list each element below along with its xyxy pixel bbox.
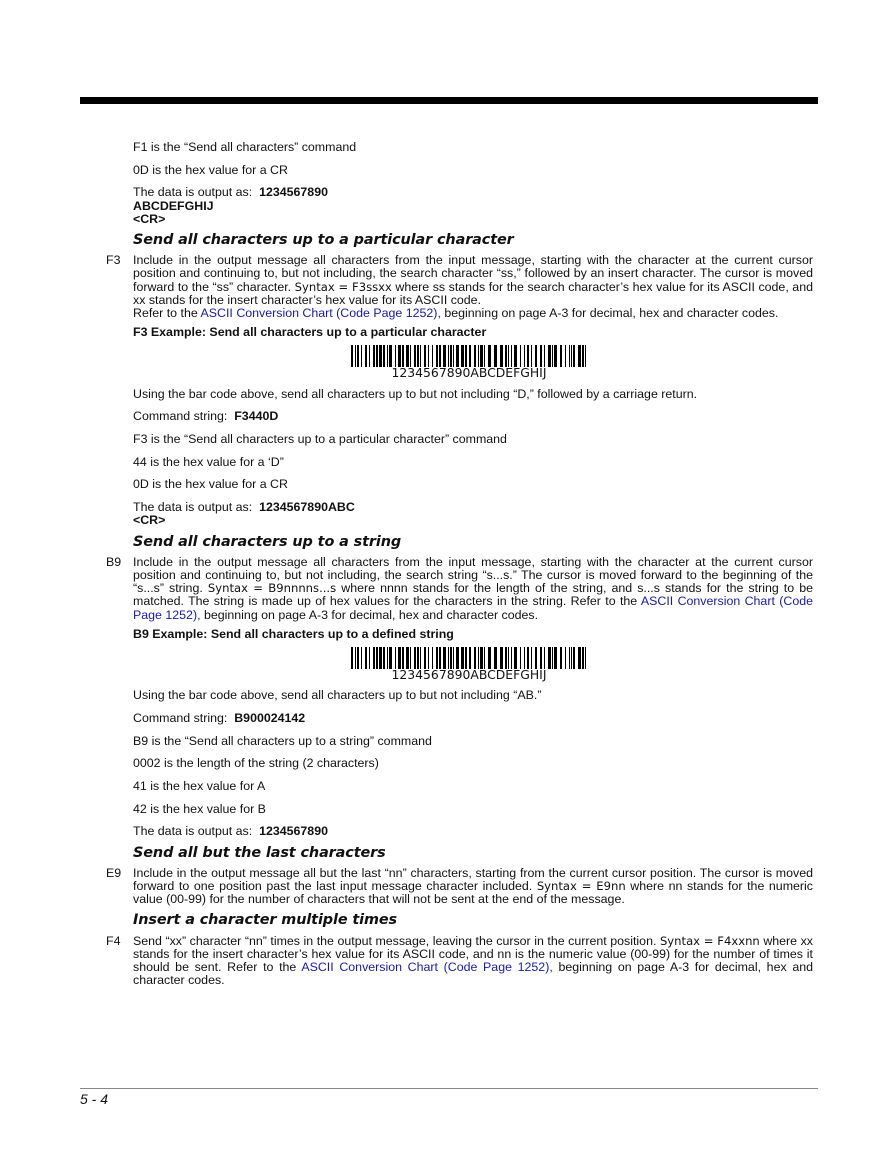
intro-output-2: ABCDEFGHIJ	[133, 198, 214, 213]
example-title-b9: B9 Example: Send all characters up to a defined string	[133, 626, 454, 641]
barcode-bar	[453, 647, 454, 669]
header-rule	[80, 97, 818, 104]
entry-code: F4	[106, 933, 121, 948]
barcode-bar	[478, 345, 479, 367]
barcode-bar	[488, 345, 491, 367]
intro-output	[133, 186, 813, 199]
barcode-bar	[373, 647, 375, 669]
barcode-bar	[573, 345, 575, 367]
barcode-bar	[494, 345, 497, 367]
barcode-bar	[544, 647, 545, 669]
barcode-bar	[376, 345, 378, 367]
entry-text	[133, 935, 813, 988]
barcode-bar	[569, 345, 570, 367]
section-heading-f4: Insert a character multiple times	[133, 912, 398, 929]
barcode-bar	[395, 647, 396, 669]
entry-text-part: where ss stands for the search character’s hex value for its ASCII code, and xx stands for the insert character’s hex value for its ASCII code.	[133, 279, 813, 307]
syntax-text: Syntax = E9nn	[536, 879, 626, 894]
barcode-bar	[424, 647, 426, 669]
barcode-bar	[578, 345, 581, 367]
barcode-bar	[578, 647, 581, 669]
barcode-bar	[571, 647, 572, 669]
barcode-bar	[420, 647, 421, 669]
barcode-bar	[387, 345, 388, 367]
entry-text	[133, 254, 813, 307]
barcode-bar	[428, 345, 429, 367]
barcode-bar	[420, 345, 421, 367]
output-value: 1234567890	[259, 185, 328, 200]
barcode-bar	[383, 345, 385, 367]
entry-text-part: Send “xx” character “nn” times in the output message, leaving the cursor in the current position.	[133, 933, 657, 948]
barcode-bar	[573, 647, 575, 669]
barcode-bar	[511, 345, 512, 367]
barcode-bar	[531, 345, 532, 367]
barcode-bar	[514, 647, 517, 669]
barcode-bar	[376, 647, 378, 669]
entry-text-part: Include in the output message all characters from the input message, starting with the character at the current cursor position and continuing to, but not including, the search string “s...s.” The cursor is moved forward to the beginning of the “s...s” string.	[133, 554, 813, 596]
entry-f4	[106, 933, 813, 988]
barcode-bars	[351, 647, 587, 669]
barcode-bar	[524, 647, 525, 669]
entry-code: B9	[106, 554, 122, 569]
output-value: 1234567890	[259, 824, 328, 839]
entry-text-part: where xx stands for the insert character’s hex value for its ASCII code, and nn is the numeric value (00-99) for the number of times it should be sent. Refer to the	[133, 933, 813, 975]
barcode-bar	[402, 345, 404, 367]
note-b9-4: 42 is the hex value for B	[133, 801, 266, 816]
barcode-bar	[428, 647, 429, 669]
barcode-bar	[465, 345, 467, 367]
barcode-bar	[585, 345, 586, 367]
barcode-bar	[527, 647, 529, 669]
refer-suffix: beginning on page A-3 for decimal, hex and character codes.	[444, 306, 779, 321]
intro-line-1: F1 is the “Send all characters” command	[133, 140, 357, 154]
barcode-bar	[369, 345, 370, 367]
refer-suffix: beginning on page A-3 for decimal, hex and character codes.	[133, 960, 813, 988]
command-label: Command string:	[133, 710, 228, 725]
example-title-f3: F3 Example: Send all characters up to a particular character	[133, 325, 487, 340]
output-value: 1234567890ABC	[259, 500, 355, 515]
barcode-bar	[383, 647, 385, 669]
barcode-bar	[469, 345, 471, 367]
intro-line-2: 0D is the hex value for a CR	[133, 162, 288, 177]
barcode-bar	[417, 647, 419, 669]
barcode-bar	[361, 647, 362, 669]
barcode-bar	[582, 345, 584, 367]
barcode-bar	[395, 345, 396, 367]
barcode-label: 1234567890ABCDEFGHIJ	[391, 666, 547, 682]
barcode-bar	[410, 647, 411, 669]
note-b9-3: 41 is the hex value for A	[133, 779, 266, 793]
barcode-bar	[439, 345, 441, 367]
barcode-bar	[552, 647, 553, 669]
barcode-bar	[424, 345, 426, 367]
entry-text-part: Include in the output message all characters from the input message, starting with the character at the current cursor position and continuing to, but not including, the search character “ss,” followed by an insert character. The cursor is moved forward to the “ss” character.	[133, 253, 813, 294]
barcode-bar	[448, 647, 449, 669]
intro-output-3: <CR>	[133, 211, 166, 226]
barcode-bar	[432, 647, 433, 669]
entry-text-part: where nnnn stands for the length of the string, and s...s stands for the string to be matched. The string is made up of hex values for the characters in the string. Refer to the	[133, 581, 813, 609]
barcode-bar	[443, 345, 446, 367]
barcode-bar	[520, 647, 521, 669]
note-b9-2: 0002 is the length of the string (2 characters)	[133, 756, 379, 771]
note-b9-1: B9 is the “Send all characters up to a string” command	[133, 733, 432, 748]
barcode-bar	[369, 647, 370, 669]
barcode-bar	[520, 345, 521, 367]
barcode-bar	[569, 647, 570, 669]
barcode-bar	[585, 647, 586, 669]
barcode-bar	[527, 345, 529, 367]
barcode-bar	[414, 345, 416, 367]
ascii-chart-link[interactable]: ASCII Conversion Chart (Code Page 1252),	[301, 960, 553, 975]
barcode-bar	[379, 345, 382, 367]
barcode-bar	[565, 345, 566, 367]
barcode-bar	[508, 647, 509, 669]
syntax-text: Syntax = F4xxnn	[659, 933, 760, 948]
barcode-bar	[571, 345, 572, 367]
barcode-bar	[351, 345, 353, 367]
barcode-bar	[432, 345, 433, 367]
barcode-bar	[365, 647, 367, 669]
barcode-bar	[531, 647, 532, 669]
barcode-bar	[480, 345, 483, 367]
barcode-bar	[484, 345, 485, 367]
barcode-bar	[461, 647, 464, 669]
barcode-bar	[548, 345, 551, 367]
barcode-f3	[129, 345, 809, 379]
entry-b9	[106, 554, 813, 622]
barcode-bar	[480, 647, 483, 669]
barcode-bar	[505, 647, 507, 669]
barcode-bar	[351, 647, 353, 669]
barcode-bar	[582, 647, 584, 669]
page-content	[106, 140, 813, 993]
barcode-bar	[565, 647, 566, 669]
barcode-bar	[514, 345, 517, 367]
command-value: B900024142	[234, 710, 306, 725]
note-f3-3: 0D is the hex value for a CR	[133, 477, 288, 492]
refer-line	[133, 307, 813, 320]
syntax-text: Syntax = F3ssxx	[294, 279, 392, 294]
barcode-bar	[524, 345, 525, 367]
barcode-bar	[535, 345, 537, 367]
section-heading-e9: Send all but the last characters	[133, 844, 386, 861]
barcode-bar	[554, 345, 557, 367]
command-f3	[133, 410, 813, 423]
barcode-bar	[398, 647, 401, 669]
barcode-bar	[461, 345, 464, 367]
output-f3	[133, 501, 813, 514]
barcode-bar	[402, 647, 404, 669]
barcode-bar	[448, 345, 449, 367]
barcode-bar	[406, 647, 409, 669]
section-heading-b9: Send all characters up to a string	[133, 533, 402, 550]
barcode-bar	[540, 345, 542, 367]
command-b9	[133, 712, 813, 725]
barcode-bar	[560, 647, 562, 669]
barcode-bar	[406, 345, 409, 367]
barcode-bar	[389, 345, 392, 367]
note-f3-1: F3 is the “Send all characters up to a particular character” command	[133, 432, 507, 447]
entry-code: F3	[106, 253, 121, 268]
barcode-bar	[436, 345, 438, 367]
output-label: The data is output as:	[133, 500, 253, 515]
barcode-bar	[365, 345, 367, 367]
barcode-bar	[453, 345, 454, 367]
barcode-bar	[355, 345, 356, 367]
command-value: F3440D	[234, 409, 279, 424]
barcode-bar	[439, 647, 441, 669]
barcode-bars	[351, 345, 587, 367]
entry-f3	[106, 253, 813, 321]
barcode-bar	[535, 647, 537, 669]
barcode-bar	[500, 345, 503, 367]
barcode-bar	[450, 345, 452, 367]
barcode-bar	[357, 345, 359, 367]
output-b9	[133, 825, 813, 838]
barcode-bar	[417, 345, 419, 367]
refer-suffix: beginning on page A-3 for decimal, hex and character codes.	[203, 607, 539, 622]
note-f3-2: 44 is the hex value for a ‘D”	[133, 454, 284, 469]
barcode-label: 1234567890ABCDEFGHIJ	[391, 365, 547, 381]
barcode-bar	[548, 647, 551, 669]
entry-text-part: Include in the output message all but the last “nn” characters, starting from the current cursor position. The cursor is moved forward to one position past the last input message character included.	[133, 865, 813, 894]
barcode-bar	[410, 345, 411, 367]
footer-rule	[80, 1088, 818, 1089]
barcode-bar	[456, 345, 459, 367]
barcode-bar	[484, 647, 485, 669]
barcode-bar	[544, 345, 545, 367]
barcode-bar	[511, 647, 512, 669]
barcode-bar	[560, 345, 562, 367]
barcode-bar	[469, 647, 471, 669]
ascii-chart-link[interactable]: ASCII Conversion Chart (Code Page 1252),	[200, 306, 441, 321]
output-f3-2: <CR>	[133, 513, 166, 528]
usage-b9: Using the bar code above, send all characters up to but not including “AB.”	[133, 688, 542, 703]
barcode-bar	[379, 647, 382, 669]
barcode-bar	[474, 345, 476, 367]
barcode-bar	[540, 647, 542, 669]
barcode-bar	[465, 647, 467, 669]
barcode-bar	[500, 647, 503, 669]
barcode-bar	[361, 345, 362, 367]
barcode-bar	[373, 345, 375, 367]
entry-e9	[106, 865, 813, 907]
ascii-chart-link[interactable]: ASCII Conversion Chart (Code Page 1252),	[133, 594, 813, 622]
barcode-bar	[414, 647, 416, 669]
barcode-bar	[554, 647, 557, 669]
output-label: The data is output as:	[133, 824, 253, 839]
barcode-bar	[436, 647, 438, 669]
entry-text-part: where nn stands for the numeric value (00-99) for the number of characters that will not be sent at the end of the message.	[133, 879, 813, 907]
barcode-bar	[488, 647, 491, 669]
barcode-bar	[398, 345, 401, 367]
barcode-bar	[443, 647, 446, 669]
usage-f3: Using the bar code above, send all characters up to but not including “D,” followed by a carriage return.	[133, 386, 698, 401]
barcode-bar	[456, 647, 459, 669]
barcode-bar	[474, 647, 476, 669]
page-number: 5 - 4	[80, 1091, 109, 1107]
syntax-text: Syntax = B9nnnns...s	[207, 581, 337, 596]
barcode-bar	[450, 647, 452, 669]
barcode-bar	[505, 345, 507, 367]
refer-prefix: Refer to the	[133, 306, 198, 321]
barcode-b9	[129, 647, 809, 681]
command-label: Command string:	[133, 409, 228, 424]
entry-text	[133, 556, 813, 622]
barcode-bar	[508, 345, 509, 367]
entry-code: E9	[106, 865, 122, 880]
barcode-bar	[387, 647, 388, 669]
entry-text	[133, 867, 813, 907]
barcode-bar	[389, 647, 392, 669]
barcode-bar	[552, 345, 553, 367]
section-heading-f3: Send all characters up to a particular character	[133, 232, 514, 249]
barcode-bar	[494, 647, 497, 669]
barcode-bar	[357, 647, 359, 669]
barcode-bar	[478, 647, 479, 669]
output-label: The data is output as:	[133, 185, 253, 200]
barcode-bar	[355, 647, 356, 669]
